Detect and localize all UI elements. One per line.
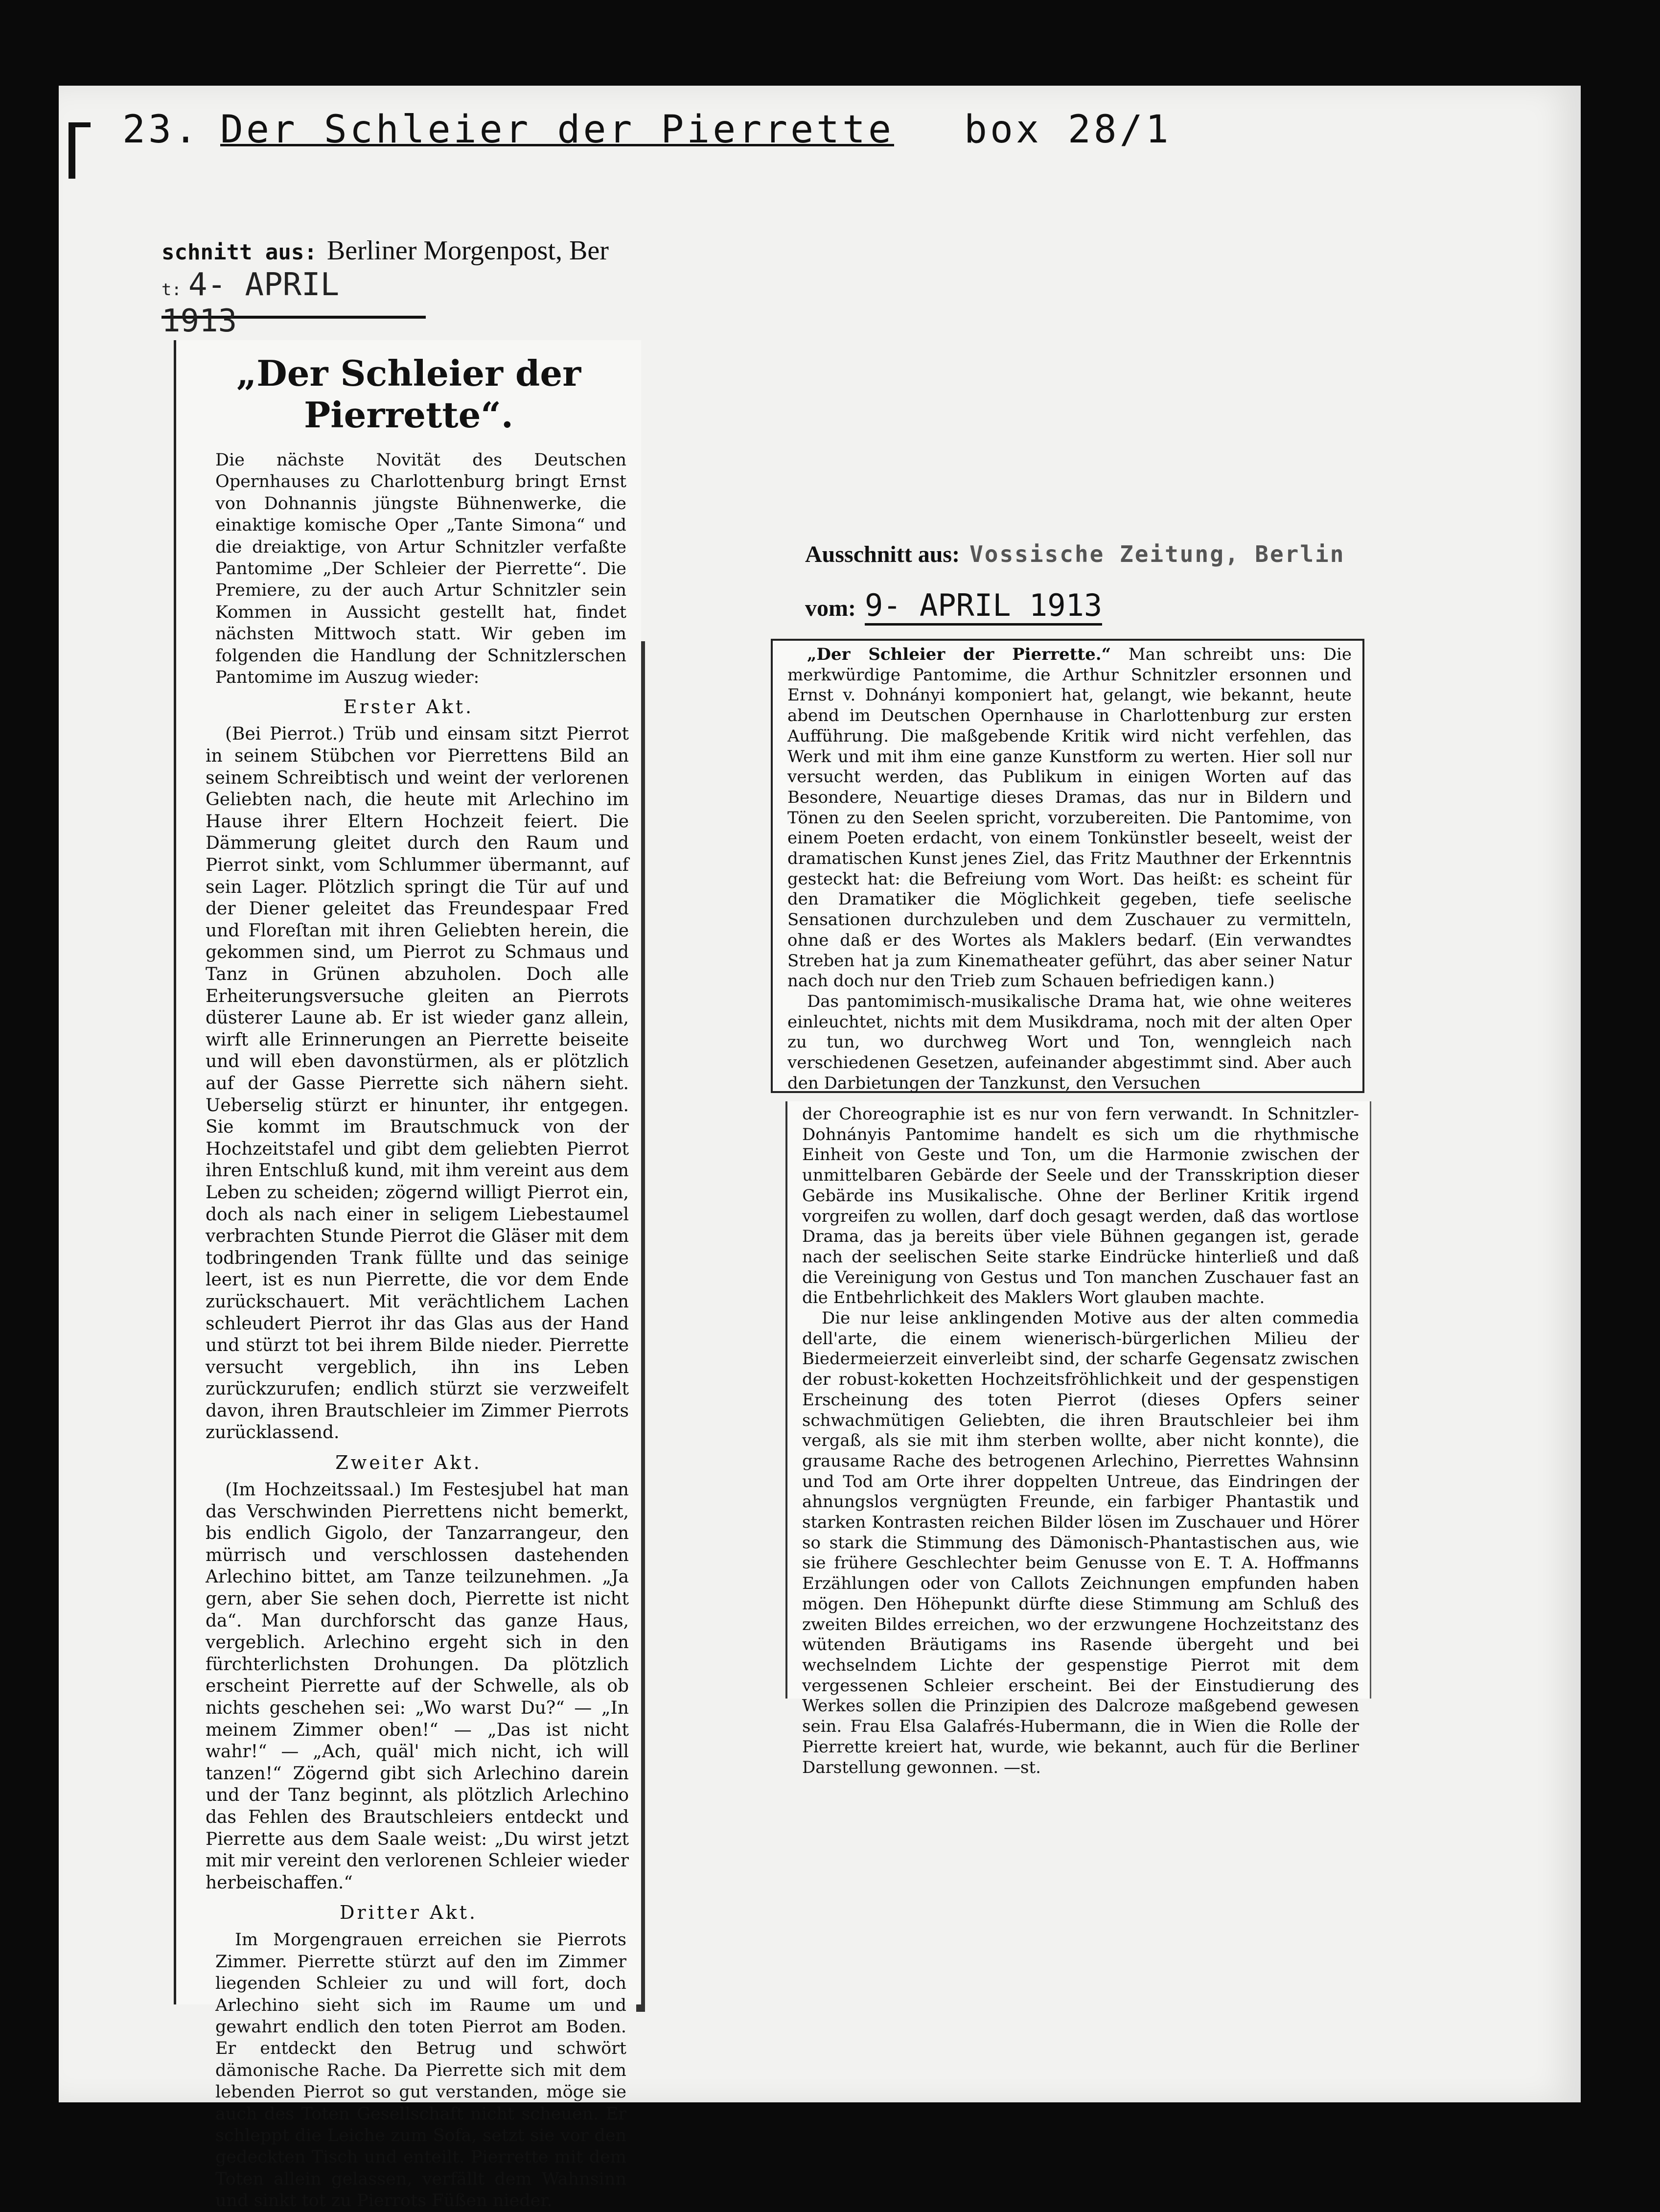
right-article-paragraph-3: der Choreographie ist es nur von fern verwandt. In Schnitzler-Dohnányis Pantomime handelt es sich um die rhythmische Einheit von Geste und Ton, um die Harmonie zwischen der unmittelbaren Gebärde der Seele und der Transskription dieser Gebärde ins Musikalische. Ohne der Berliner Kritik irgend vorgreifen zu wollen, darf doch gesagt werden, daß das wortlose Drama, das ja bereits über viele Bühnen gegangen ist, gerade nach der seelischen Seite starke Eindrücke hinterließ und daß die Vereinigung von Gestus und Ton manchen Zuschauer fast an die Entbehrlichkeit des Maklers Wort glauben machte. bbox=[802, 1104, 1359, 1308]
header-box-label: box 28/1 bbox=[964, 108, 1172, 152]
right-article-p1-text: Man schreibt uns: Die merkwürdige Pantomime, die Arthur Schnitzler ersonnen und Ernst v. Dohnányi komponiert hat, gelangt, wie bekannt, heute abend im Deutschen Opernhause in Charlottenburg zur ersten Aufführung. Die maßgebende Kritik wird nicht verfehlen, das Werk und mit ihm eine ganze Kunstform zu werten. Hier soll nur versucht werden, das Publikum in einigen Worten auf das Besondere, Neuartige dieses Dramas, das nur in Bildern und Tönen zu den Seelen spricht, vorzubereiten. Die Pantomime, von einem Poeten erdacht, von einem Tonkünstler beseelt, weist der dramatischen Kunst jenes Ziel, das Fritz Mauthner der Erkenntnis gesteckt hat: die Befreiung vom Wort. Das heißt: es scheint für den Dramatiker die Möglichkeit gegeben, tiefe seelische Sensationen durchzuleben und dem Zuschauer zu vermitteln, ohne daß er des Wortes als Maklers bedarf. (Ein verwandtes Streben hat ja zum Kinematheater geführt, das aber seiner Natur nach doch nur den Trieb zum Schauen befriedigen kann.) bbox=[787, 645, 1352, 991]
left-clipping-label: schnitt aus: bbox=[161, 240, 317, 265]
right-article-headline: „Der Schleier der Pierrette.“ bbox=[807, 645, 1111, 664]
left-clipping-date: 4- APRIL 1913 bbox=[161, 267, 340, 339]
right-article-paragraph-1 bbox=[773, 641, 1362, 992]
act2-heading: Zweiter Akt. bbox=[335, 1452, 482, 1474]
left-clipping-source: Berliner Morgenpost, Ber bbox=[326, 235, 609, 266]
header-title: Der Schleier der Pierrette bbox=[220, 108, 894, 152]
act2-text: (Im Hochzeitssaal.) Im Festesjubel hat man das Verschwinden Pierrettens nicht bemerkt, bis endlich Gigolo, der Tanzarrangeur, den mürrisch und verschlossen dastehenden Arlechino bittet, am Tanze teilzunehmen. „Ja gern, aber Sie sehen doch, Pierrette ist nicht da“. Man durchforscht das ganze Haus, vergeblich. Arlechino ergeht sich in den fürchterlichsten Drohungen. Da plötzlich erscheint Pierrette auf der Schwelle, als ob nichts geschehen sei: „Wo warst Du?“ — „In meinem Zimmer oben!“ — „Das ist nicht wahr!“ — „Ach, quäl' mich nicht, ich will tanzen!“ Zögernd gibt sich Arlechino darein und der Tanz beginnt, als plötzlich Arlechino das Fehlen des Brautschleiers entdeckt und Pierrette aus dem Saale weist: „Du wirst jetzt mit mir vereint den verlorenen Schleier wieder herbeischaffen.“ bbox=[206, 1480, 629, 1893]
right-article-paragraph-4: Die nur leise anklingenden Motive aus der alten commedia dell'arte, die einem wienerisch-bürgerlichen Milieu der Biedermeierzeit einverleibt sind, der scharfe Gegensatz zwischen der robust-koketten Hochzeitsfröhlichkeit und der gespenstigen Erscheinung des toten Pierrot (dieses Opfers seiner schwachmütigen Geliebten, die ihren Brautschleier bei ihm vergaß, als sie mit ihm sterben wollte, aber nicht konnte), die grausame Rache des betrogenen Arlechino, Pierrettes Wahnsinn und Tod am Orte ihrer doppelten Untreue, das Eindringen der ahnungslos vergnügten Freunde, ein farbiger Phantastik und starken Kontrasten reichen Bilder lösen im Zuschauer und Hörer so stark die Stimmung des Dämonisch-Phantastischen aus, wie sie frühere Geschlechter beim Genusse von E. T. A. Hoffmanns Erzählungen oder von Callots Zeichnungen empfunden haben mögen. Den Höhepunkt dürfte diese Stimmung am Schluß des zweiten Bildes erreichen, wo der erzwungene Hochzeitstanz des wütenden Bräutigams ins Rasende übergeht und bei wechselndem Lichte der gespenstige Pierrot mit dem vergessenen Schleier erscheint. Bei der Einstudierung des Werkes sollen die Prinzipien des Dalcroze maßgebend gewesen sein. Frau Elsa Galafrés-Hubermann, die in Wien die Rolle der Pierrette kreiert hat, wurde, wie bekannt, auch für die Berliner Darstellung gewonnen. —st. bbox=[802, 1308, 1359, 1777]
right-clipping-date-label: vom: bbox=[805, 595, 856, 621]
right-clipping-source: Vossische Zeitung, Berlin bbox=[969, 541, 1345, 567]
left-clipping-date-prefix: t: bbox=[161, 280, 182, 300]
corner-bracket-mark bbox=[69, 122, 75, 179]
act1-text: (Bei Pierrot.) Trüb und einsam sitzt Pierrot in seinem Stübchen vor Pierrettens Bild an seinem Schreibtisch und weint der verlorenen Geliebten nach, die heute mit Arlechino im Hause ihrer Eltern Hochzeit feiert. Die Dämmerung gleitet durch den Raum und Pierrot sinkt, vom Schlummer übermannt, auf sein Lager. Plötzlich springt die Tür auf und der Diener geleitet das Freundespaar Fred und Floreſtan mit ihren Geliebten herein, die gekommen sind, um Pierrot zu Schmaus und Tanz in Grünen abzuholen. Doch alle Erheiterungsversuche gleiten an Pierrots düsterer Laune ab. Er ist wieder ganz allein, wirft alle Erinnerungen an Pierrette beiseite und will eben davonstürmen, als er plötzlich auf der Gasse Pierrette sich nähern sieht. Ueberselig stürzt er hinunter, ihr entgegen. Sie kommt im Brautschmuck von der Hochzeitstafel und gibt dem geliebten Pierrot ihren Entschluß kund, mit ihm vereint aus dem Leben zu scheiden; zögernd willigt Pierrot ein, doch als nach einer in seligem Liebestaumel verbrachten Stunde Pierrot die Gläser mit dem todbringenden Trank füllte und das seinige leert, ist es nun Pierrette, die vor dem Ende zurückschauert. Mit verächtlichem Lachen schleudert Pierrot ihr das Glas aus der Hand und stürzt tot bei ihrem Bilde nieder. Pierrette versucht vergeblich, ihn ins Leben zurückzurufen; endlich stürzt sie verzweifelt davon, ihren Brautschleier im Zimmer Pierrots zurücklassend. bbox=[206, 724, 629, 1443]
right-clipping-article-bottom bbox=[785, 1101, 1371, 1777]
right-clipping-label: Ausschnitt aus: bbox=[805, 541, 960, 567]
right-clipping-source-line bbox=[805, 541, 1363, 580]
act3-text: Im Morgengrauen erreichen sie Pierrots Zimmer. Pierrette stürzt auf den im Zimmer liegenden Schleier zu und will fort, doch Arlechino sieht sich im Raume um und gewahrt endlich den toten Pierrot am Boden. Er entdeckt den Betrug und schwört dämonische Rache. Da Pierrette sich mit dem lebenden Pierrot so gut verstanden, möge sie auch des Toten Gesellschaft nicht scheuen. Er schleppt die Leiche zum Sofa, setzt sie vor den gedeckten Tisch und enteilt. Pierrette mit dem Toten allein gelassen, verfällt dem Wahnsinn und sinkt tot zu Pierrots Füßen nieder. bbox=[215, 1930, 626, 2211]
left-clipping-date-line bbox=[161, 267, 426, 339]
right-article-paragraph-2: Das pantomimisch-musikalische Drama hat, wie ohne weiteres einleuchtet, nichts mit dem Musikdrama, noch mit der alten Oper zu tun, wo durchweg Wort und Ton, wenngleich nach verschiedenen Gesetzen, aufeinander abgestimmt sind. Aber auch den Darbietungen der Tanzkunst, den Versuchen bbox=[787, 991, 1352, 1093]
left-article-intro: Die nächste Novität des Deutschen Opernhauses zu Charlottenburg bringt Ernst von Dohnannis jüngste Bühnenwerke, die einaktige komische Oper „Tante Simona“ und die dreiaktige, von Artur Schnitzler verfaßte Pantomime „Der Schleier der Pierrette“. Die Premiere, zu der auch Artur Schnitzler sein Kommen in Aussicht gestellt hat, findet nächsten Mittwoch statt. Wir geben im folgenden die Handlung der Schnitzlerschen Pantomime im Auszug wieder: bbox=[215, 450, 626, 688]
left-clipping-article bbox=[174, 340, 641, 2211]
right-clipping-date: 9- APRIL 1913 bbox=[865, 587, 1102, 626]
act3-heading: Dritter Akt. bbox=[340, 1902, 478, 1924]
right-clipping-date-line bbox=[805, 587, 1128, 631]
header-number: 23. bbox=[122, 108, 200, 152]
right-clipping-article-top bbox=[771, 639, 1364, 1093]
archive-header bbox=[122, 108, 1444, 162]
act1-heading: Erster Akt. bbox=[343, 696, 474, 718]
left-article-headline: „Der Schleier der Pierrette“. bbox=[236, 352, 581, 436]
